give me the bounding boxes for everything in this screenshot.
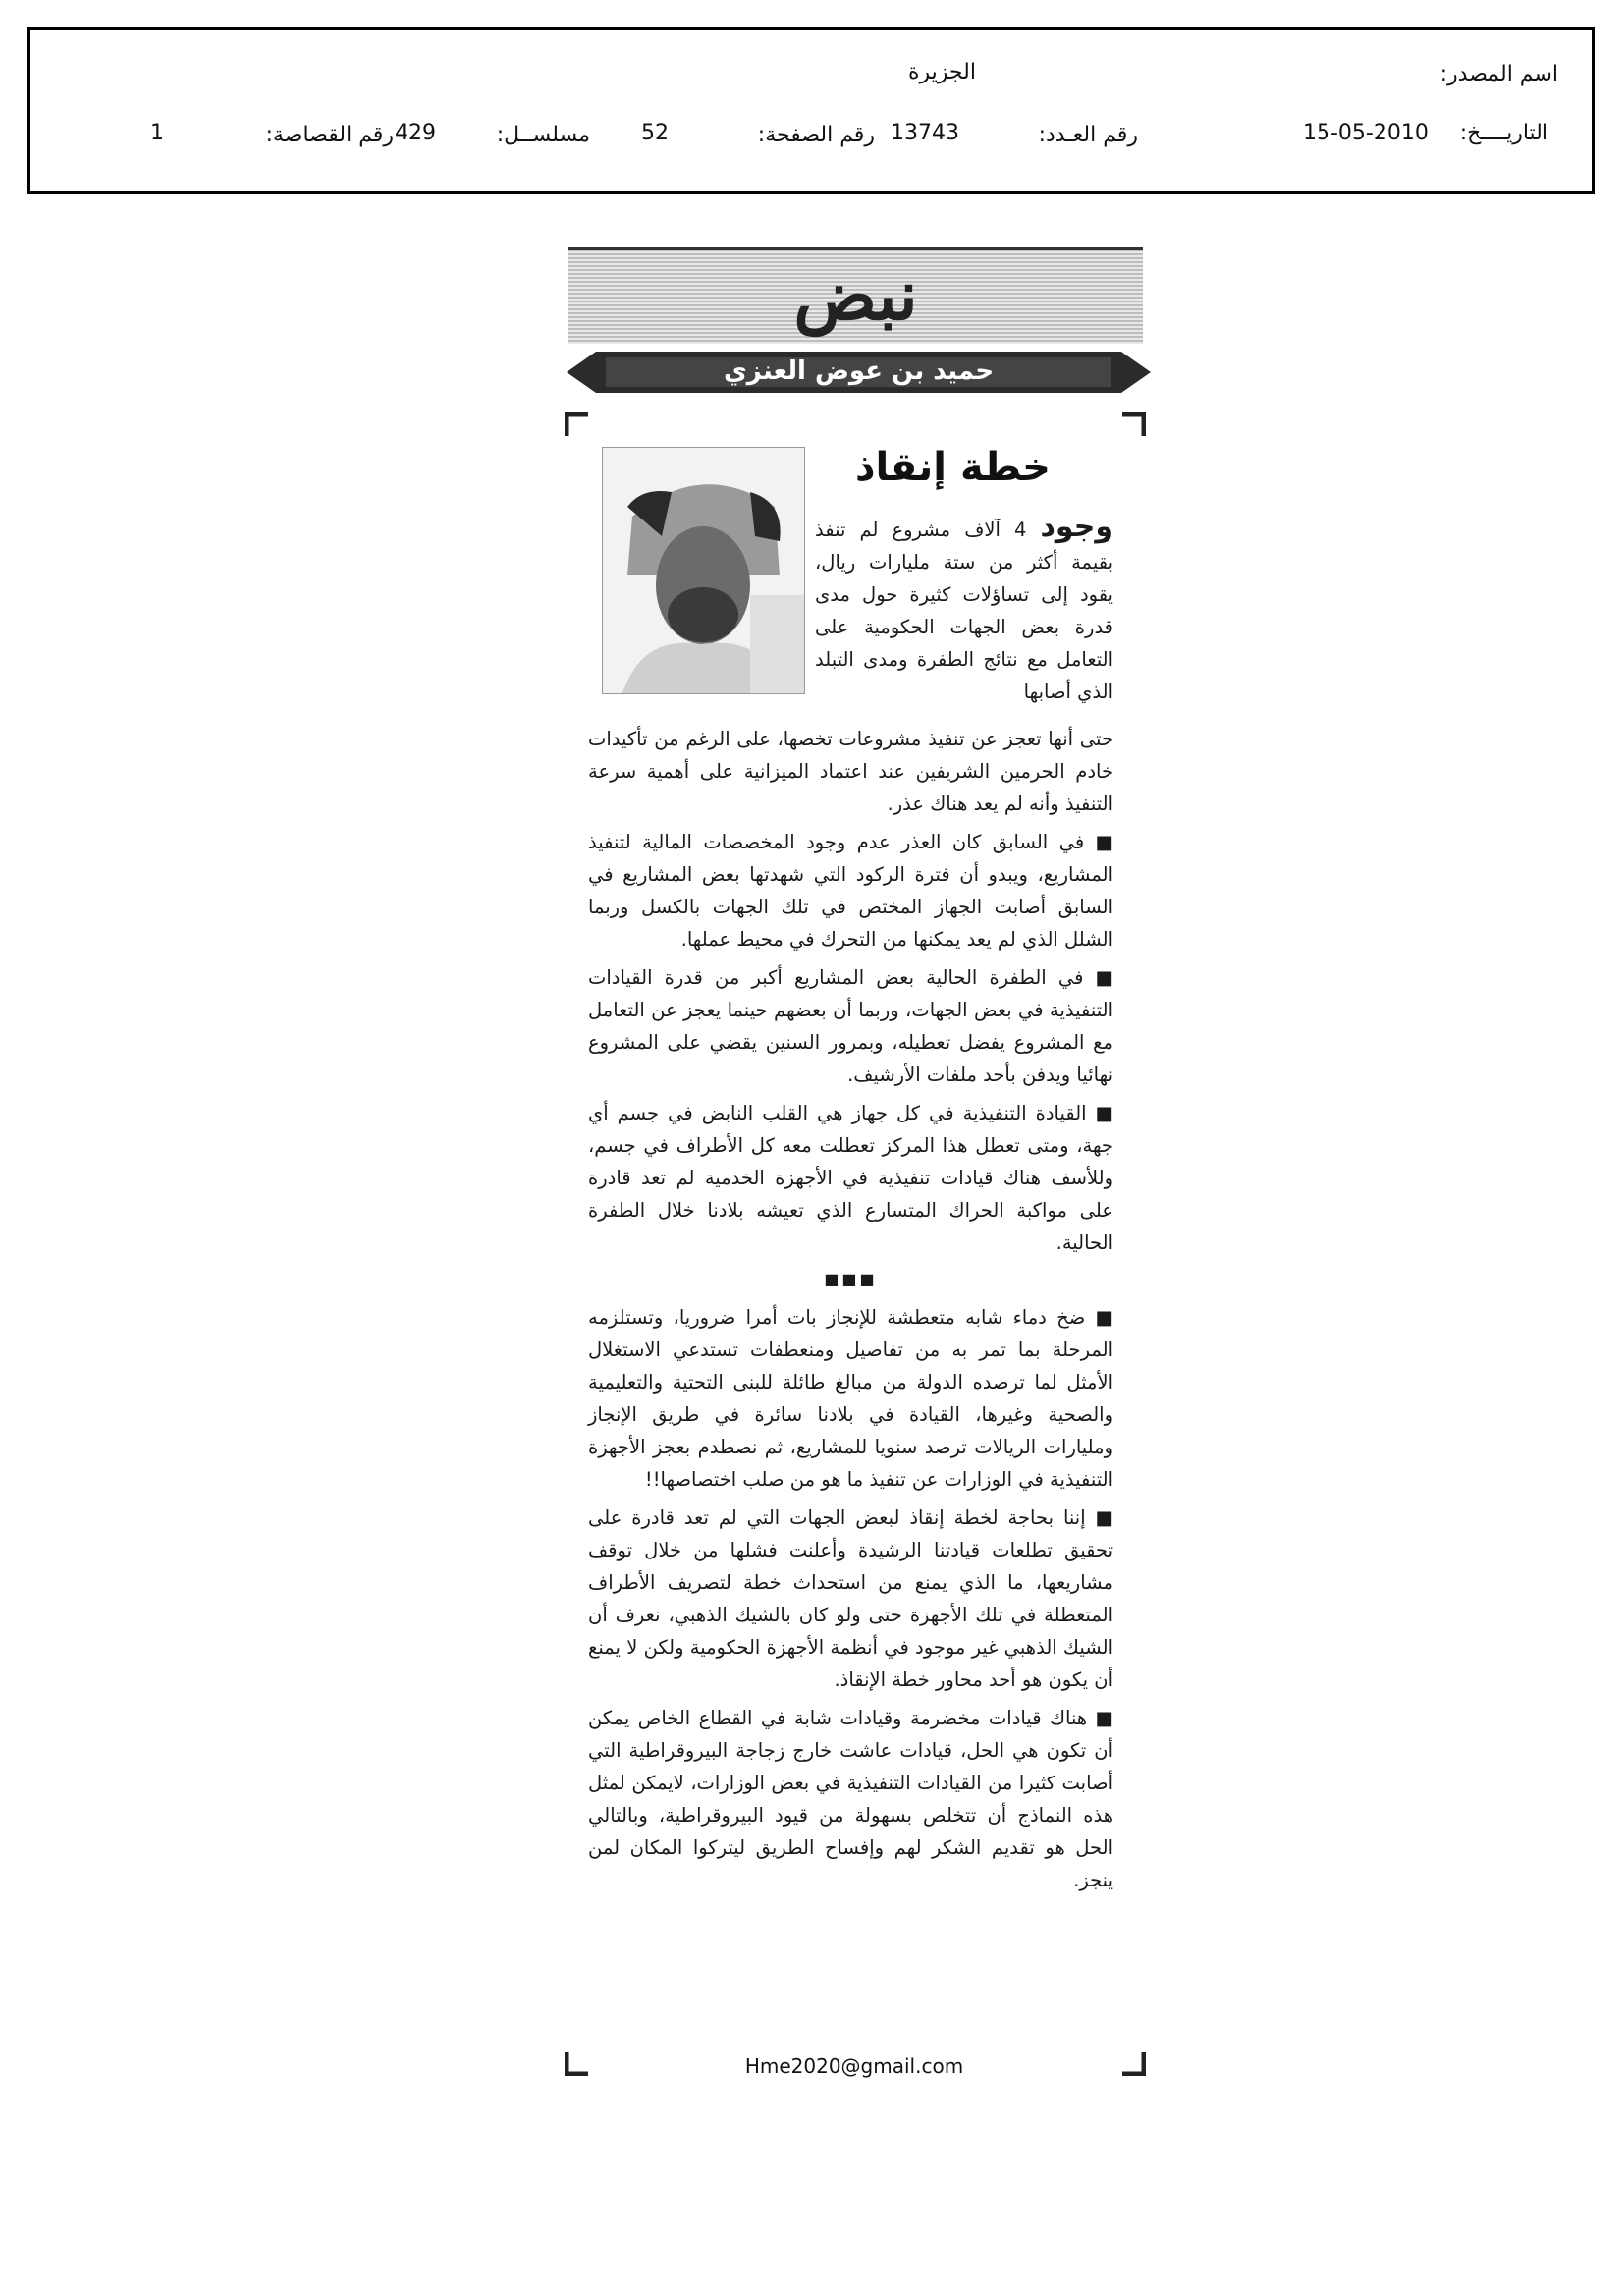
- page-label: رقم الصفحة:: [757, 123, 875, 147]
- article-paragraph: ■ في السابق كان العذر عدم وجود المخصصات المالية لتنفيذ المشاريع، ويبدو أن فترة الركود التي شهدتها بعض المشاريع في السابق أصابت الجهاز المختص في تلك الجهات بالكسل وربما الشلل الذي لم يعد يمكنها من التحرك في محيط عملها.: [588, 831, 1113, 951]
- serial-label: مسلســل:: [496, 123, 590, 147]
- page-value: 52: [641, 121, 669, 145]
- date-label: التاريــــخ:: [1459, 121, 1548, 145]
- source-label: اسم المصدر:: [1439, 62, 1558, 86]
- section-separator: ■■■: [824, 1270, 878, 1288]
- lead-paragraph: 4 آلاف مشروع لم تنفذ بقيمة أكثر من ستة مليارات ريال، يقود إلى تساؤلات كثيرة حول مدى قدرة بعض الجهات الحكومية على التعامل مع نتائج الطفرة ومدى التبلد الذي أصابها: [815, 519, 1113, 703]
- article-body: [588, 723, 1113, 1896]
- author-photo: [602, 447, 805, 694]
- article-paragraph: حتى أنها تعجز عن تنفيذ مشروعات تخصها، على الرغم من تأكيدات خادم الحرمين الشريفين عند اعتماد الميزانية على أهمية سرعة التنفيذ وأنه لم يعد هناك عذر.: [588, 728, 1113, 815]
- column-masthead: [568, 247, 1143, 344]
- column-name: نبض: [793, 254, 918, 336]
- article-lead-column: [815, 511, 1113, 708]
- clipping-number-label: رقم القصاصة:: [265, 123, 394, 147]
- issue-value: 13743: [891, 121, 959, 145]
- article-title: خطة إنقاذ: [854, 445, 1051, 490]
- corner-ornament-top-left: [565, 412, 590, 438]
- article-paragraph: ■ إننا بحاجة لخطة إنقاذ لبعض الجهات التي لم تعد قادرة على تحقيق تطلعات قيادتنا الرشيدة وأعلنت فشلها من خلال توقف مشاريعها، ما الذي يمنع من استحداث خطة لتصريف الأطراف المتعطلة في تلك الأجهزة حتى ولو كان بالشيك الذهبي، نعرف أن الشيك الذهبي غير موجود في أنظمة الأجهزة الحكومية ولكن لا يمنع أن يكون هو أحد محاور خطة الإنقاذ.: [588, 1506, 1113, 1691]
- article-paragraph: ■ هناك قيادات مخضرمة وقيادات شابة في القطاع الخاص يمكن أن تكون هي الحل، قيادات عاشت خارج زجاجة البيروقراطية التي أصابت كثيرا من القيادات التنفيذية في بعض الوزارات، لايمكن لمثل هذه النماذج أن تتخلص بسهولة من قيود البيروقراطية، وبالتالي الحل هو تقديم الشكر لهم وإفساح الطريق ليتركوا المكان لمن ينجز.: [588, 1707, 1113, 1891]
- article-paragraph: ■ ضخ دماء شابه متعطشة للإنجاز بات أمرا ضروريا، وتستلزمه المرحلة بما تمر به من تفاصيل ومنعطفات تستدعي الاستغلال الأمثل لما ترصده الدولة من مبالغ طائلة للبنى التحتية والتعليمية والصحية وغيرها، القيادة في بلادنا سائرة في طريق الإنجاز ومليارات الريالات ترصد سنويا للمشاريع، ثم نصطدم بعجز الأجهزة التنفيذية في الوزارات عن تنفيذ ما هو من صلب اختصاصها!!: [588, 1306, 1113, 1491]
- lead-word: وجود: [1040, 510, 1114, 544]
- author-banner: [567, 352, 1151, 393]
- issue-label: رقم العـدد:: [1038, 123, 1138, 147]
- date-value: 15-05-2010: [1303, 121, 1429, 145]
- clipping-number-value: 1: [150, 121, 164, 145]
- author-email: Hme2020@gmail.com: [744, 2054, 964, 2078]
- article-paragraph: ■ القيادة التنفيذية في كل جهاز هي القلب النابض في جسم أي جهة، ومتى تعطل هذا المركز تعطلت معه كل الأطراف في جسم، وللأسف هناك قيادات تنفيذية في الأجهزة الخدمية لم تعد قادرة على مواكبة الحراك المتسارع الذي تعيشه بلادنا خلال الطفرة الحالية.: [588, 1102, 1113, 1254]
- article-paragraph: ■ في الطفرة الحالية بعض المشاريع أكبر من قدرة القيادات التنفيذية في بعض الجهات، وربما أن بعضهم حينما يعجز عن التعامل مع المشروع يفضل تعطيله، وبمرور السنين يقضي على المشروع نهائيا ويدفن بأحد ملفات الأرشيف.: [588, 966, 1113, 1086]
- serial-value: 429: [395, 121, 436, 145]
- newspaper-clipping: [545, 246, 1163, 2141]
- source-value: الجزيرة: [908, 60, 976, 84]
- corner-ornament-top-right: [1120, 412, 1146, 438]
- author-name: حميد بن عوض العنزي: [723, 356, 995, 386]
- clipping-info-box: [27, 27, 1595, 194]
